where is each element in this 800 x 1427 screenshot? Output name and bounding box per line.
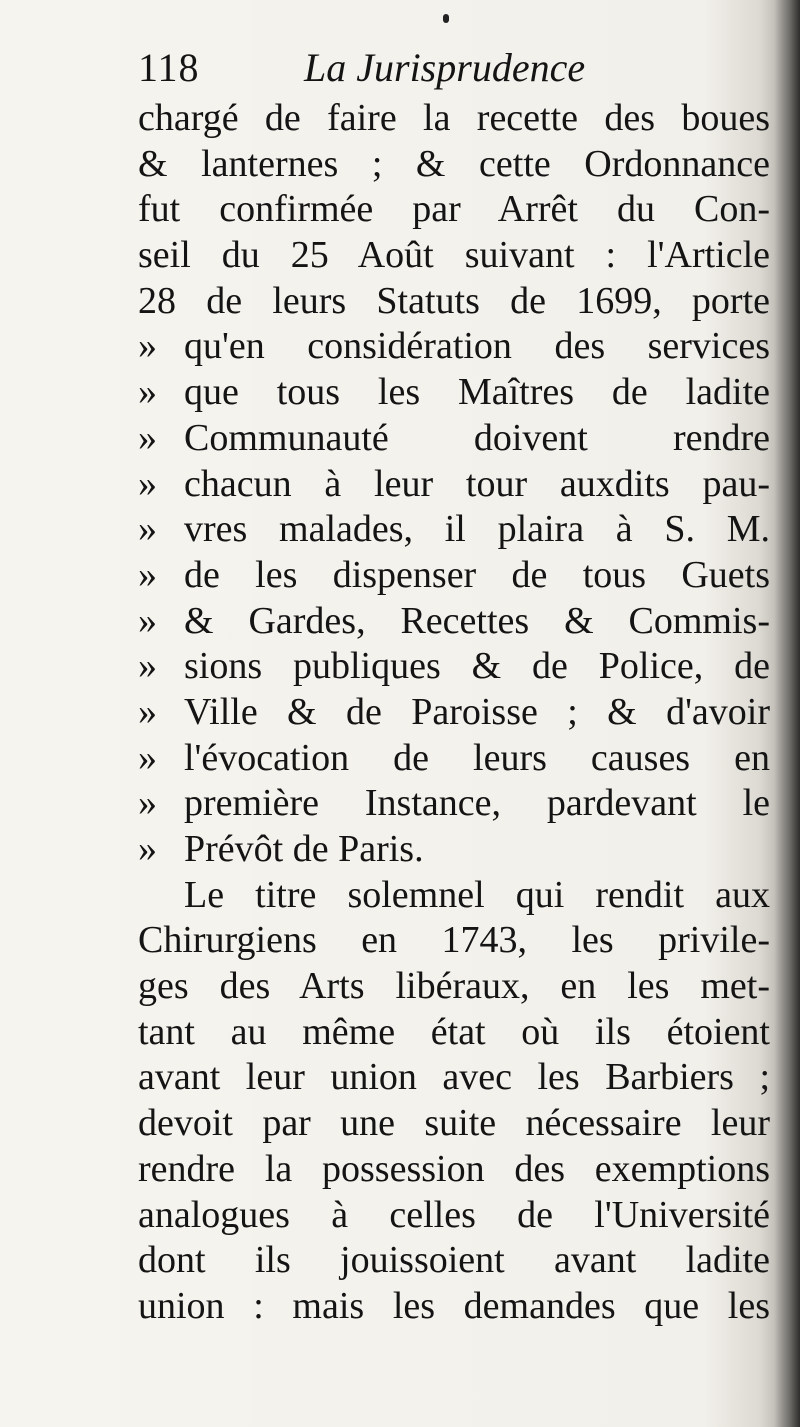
line-text: de les dispenser de tous Guets — [184, 553, 770, 596]
text-line — [138, 1101, 770, 1147]
text-line — [138, 781, 770, 827]
ink-mark — [443, 14, 449, 23]
text-line — [138, 827, 770, 873]
text-line — [138, 462, 770, 508]
body-text — [138, 96, 770, 1330]
line-text: analogues à celles de l'Université — [138, 1193, 770, 1236]
quote-mark: » — [138, 782, 157, 825]
quote-mark: » — [138, 736, 157, 779]
text-line — [138, 964, 770, 1010]
quote-mark: » — [138, 553, 157, 596]
running-title: La Jurisprudence — [304, 45, 586, 90]
line-text: rendre la possession des exemptions — [138, 1147, 770, 1190]
line-text: tant au même état où ils étoient — [138, 1010, 770, 1053]
line-text: chargé de faire la recette des boues — [138, 97, 770, 139]
text-line — [138, 507, 770, 553]
text-line — [138, 690, 770, 736]
quote-mark: » — [138, 599, 157, 642]
line-text: l'évocation de leurs causes en — [184, 736, 770, 779]
page-edge-shadow — [774, 0, 800, 1427]
text-line — [138, 644, 770, 690]
line-text: Le titre solemnel qui rendit aux — [184, 873, 770, 916]
text-line — [138, 1010, 770, 1056]
line-text: 28 de leurs Statuts de 1699, porte — [138, 279, 770, 322]
text-line — [138, 736, 770, 782]
quote-mark: » — [138, 508, 157, 551]
text-line — [138, 233, 770, 279]
line-text: & lanternes ; & cette Ordonnance — [138, 142, 770, 185]
line-text: & Gardes, Recettes & Commis- — [184, 599, 770, 642]
text-line — [138, 599, 770, 645]
text-line — [138, 553, 770, 599]
text-line — [138, 1193, 770, 1239]
text-line — [138, 873, 770, 919]
text-line — [138, 370, 770, 416]
quote-mark: » — [138, 690, 157, 733]
line-text: qu'en considération des services — [184, 325, 770, 368]
line-text: ges des Arts libéraux, en les met- — [138, 965, 770, 1008]
line-text: fut confirmée par Arrêt du Con- — [138, 188, 770, 231]
line-text: chacun à leur tour auxdits pau- — [184, 462, 770, 505]
text-line — [138, 1147, 770, 1193]
quote-mark: » — [138, 371, 157, 414]
page-header — [138, 44, 778, 96]
line-text: vres malades, il plaira à S. M. — [184, 508, 770, 551]
quote-mark: » — [138, 462, 157, 505]
text-line — [138, 1238, 770, 1284]
text-line — [138, 416, 770, 462]
text-line — [138, 279, 770, 325]
page-number: 118 — [138, 45, 200, 90]
line-text: avant leur union avec les Barbiers ; — [138, 1056, 770, 1099]
line-text: que tous les Maîtres de ladite — [184, 371, 770, 414]
line-text: Ville & de Paroisse ; & d'avoir — [184, 690, 770, 733]
line-text: Chirurgiens en 1743, les privile- — [138, 919, 770, 962]
text-line — [138, 187, 770, 233]
line-text: sions publiques & de Police, de — [184, 645, 770, 688]
quote-mark: » — [138, 416, 157, 459]
line-text: dont ils jouissoient avant ladite — [138, 1239, 770, 1282]
line-text: Prévôt de Paris. — [184, 828, 424, 870]
line-text: première Instance, pardevant le — [184, 782, 770, 825]
text-line — [138, 324, 770, 370]
line-text: seil du 25 Août suivant : l'Article — [138, 234, 770, 277]
text-line — [138, 1284, 770, 1330]
text-line — [138, 96, 770, 142]
quote-mark: » — [138, 645, 157, 688]
text-line — [138, 142, 770, 188]
text-line — [138, 918, 770, 964]
line-text: Communauté doivent rendre — [184, 416, 770, 459]
text-line — [138, 1055, 770, 1101]
quote-mark: » — [138, 325, 157, 368]
line-text: devoit par une suite nécessaire leur — [138, 1102, 770, 1145]
quote-mark: » — [138, 828, 157, 870]
line-text: union : mais les demandes que les — [138, 1284, 770, 1327]
